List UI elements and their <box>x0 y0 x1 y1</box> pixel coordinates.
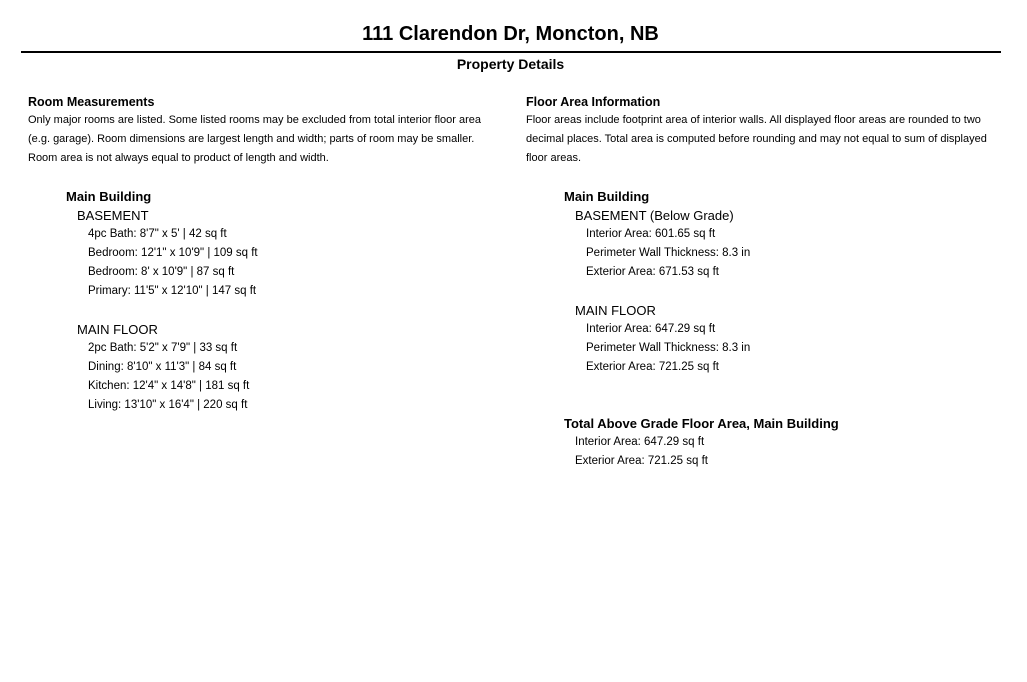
floor-label: MAIN FLOOR <box>575 303 656 318</box>
floor-area-building: Main Building <box>564 189 650 204</box>
interior-area: Interior Area: 601.65 sq ft <box>586 228 716 240</box>
page-title: 111 Clarendon Dr, Moncton, NB <box>362 23 659 45</box>
room-item: 2pc Bath: 5'2" x 7'9" | 33 sq ft <box>88 342 238 354</box>
exterior-area: Exterior Area: 671.53 sq ft <box>586 266 719 278</box>
room-measurements-heading: Room Measurements <box>28 95 155 109</box>
page-subtitle: Property Details <box>456 56 565 72</box>
total-exterior-area: Exterior Area: 721.25 sq ft <box>575 455 708 467</box>
room-item: Kitchen: 12'4" x 14'8" | 181 sq ft <box>88 380 250 392</box>
floor-area-description: Floor areas include footprint area of interior walls. All displayed floor areas are rounded to two decimal places. Total area is computed before rounding and may not equal to sum of displayed floor areas. <box>526 114 987 164</box>
floor-area-section <box>526 94 1006 168</box>
interior-area: Interior Area: 647.29 sq ft <box>586 323 716 335</box>
floor-label: BASEMENT (Below Grade) <box>575 208 734 223</box>
basement-rooms-group <box>66 206 258 301</box>
basement-area-group <box>564 206 750 282</box>
total-area-heading: Total Above Grade Floor Area, Main Building <box>564 416 839 431</box>
room-item: Bedroom: 12'1" x 10'9" | 109 sq ft <box>88 247 258 259</box>
room-item: Primary: 11'5" x 12'10" | 147 sq ft <box>88 285 257 297</box>
total-interior-area: Interior Area: 647.29 sq ft <box>575 436 705 448</box>
total-area-group <box>564 433 708 471</box>
title-divider <box>21 51 1001 53</box>
floor-area-heading: Floor Area Information <box>526 95 661 109</box>
room-item: Dining: 8'10" x 11'3" | 84 sq ft <box>88 361 237 373</box>
room-measurements-section <box>28 94 503 168</box>
room-measurements-building: Main Building <box>66 189 152 204</box>
room-item: Living: 13'10" x 16'4" | 220 sq ft <box>88 399 248 411</box>
room-item: 4pc Bath: 8'7" x 5' | 42 sq ft <box>88 228 227 240</box>
room-item: Bedroom: 8' x 10'9" | 87 sq ft <box>88 266 235 278</box>
main-floor-area-group <box>564 301 750 377</box>
floor-label: MAIN FLOOR <box>77 322 158 337</box>
room-measurements-description: Only major rooms are listed. Some listed rooms may be excluded from total interior floor area (e.g. garage). Room dimensions are largest length and width; parts of room may be smaller. Room area is not always equal to product of length and width. <box>28 114 482 164</box>
perimeter-wall-thickness: Perimeter Wall Thickness: 8.3 in <box>586 342 751 354</box>
perimeter-wall-thickness: Perimeter Wall Thickness: 8.3 in <box>586 247 751 259</box>
floor-label: BASEMENT <box>77 208 149 223</box>
exterior-area: Exterior Area: 721.25 sq ft <box>586 361 719 373</box>
main-floor-rooms-group <box>66 320 249 415</box>
